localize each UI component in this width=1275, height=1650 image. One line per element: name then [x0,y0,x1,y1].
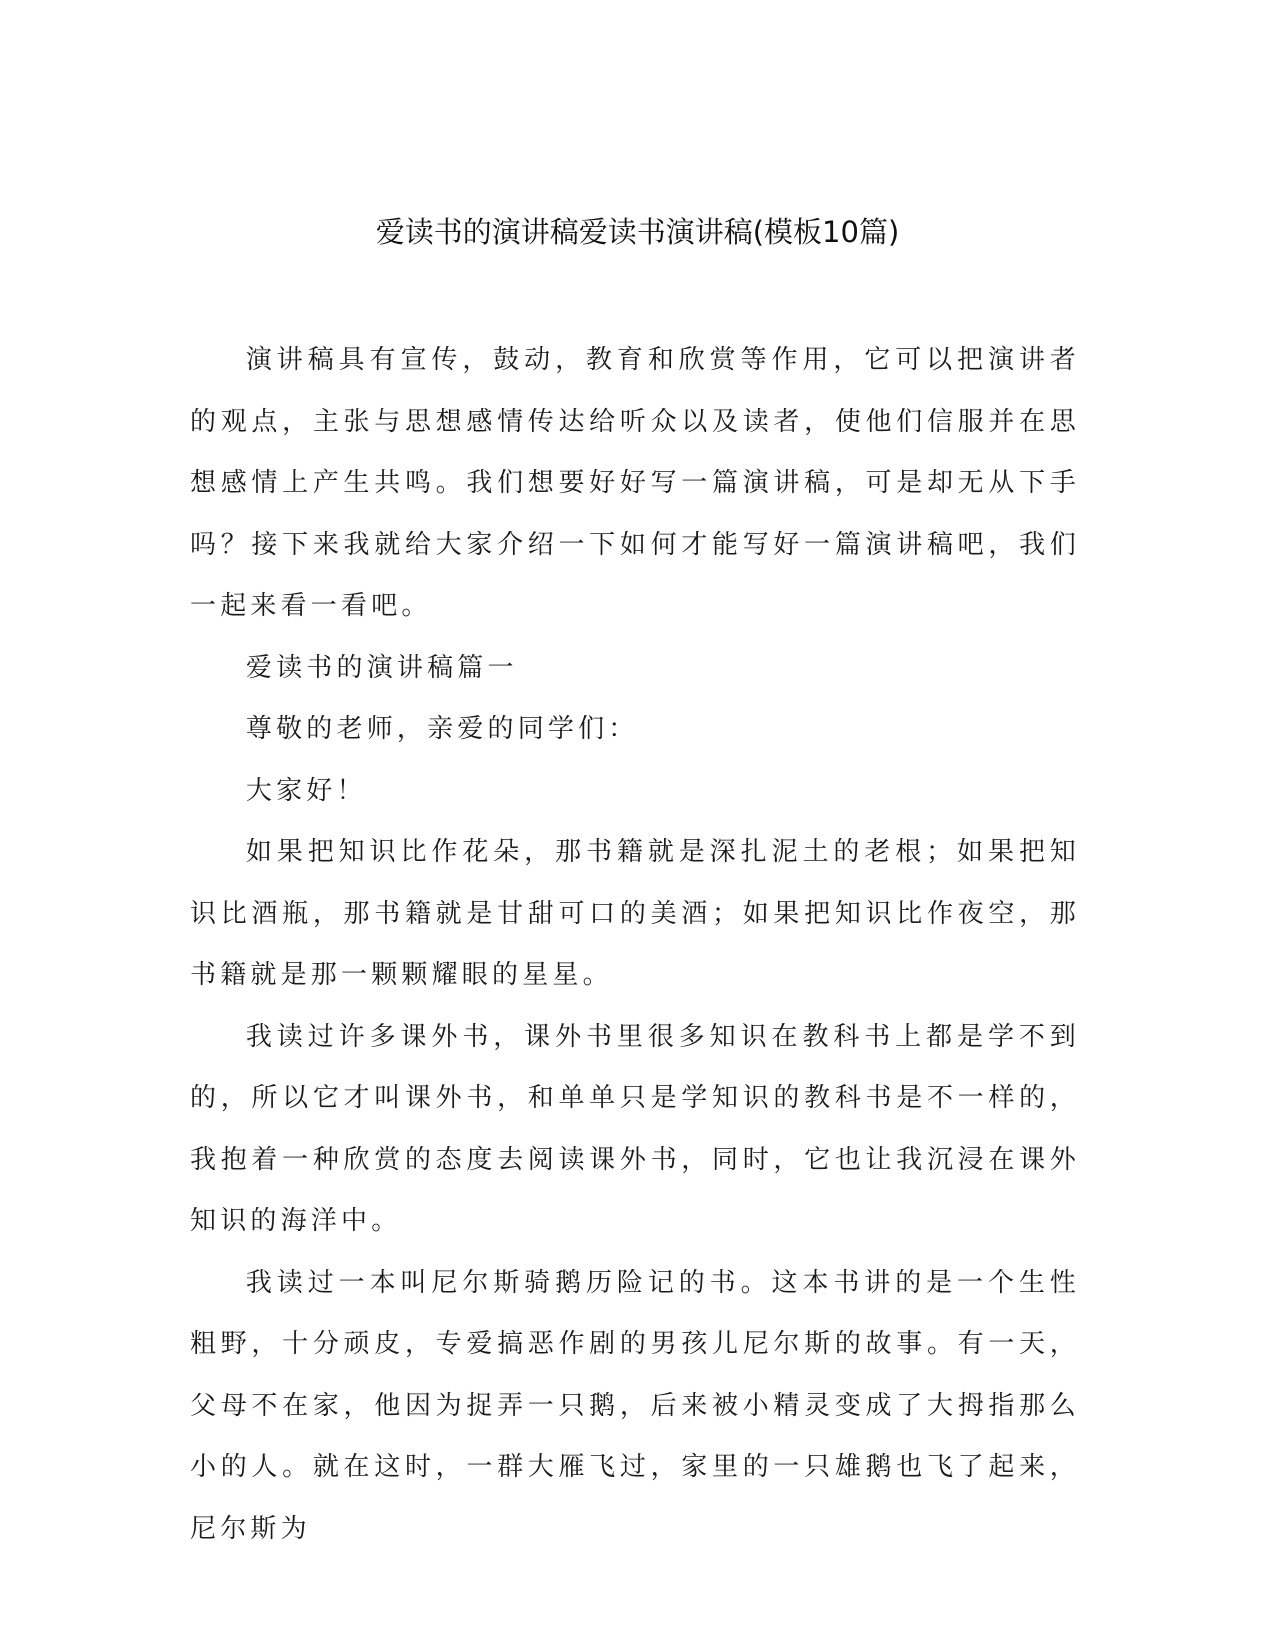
body-paragraph: 我读过许多课外书，课外书里很多知识在教科书上都是学不到的，所以它才叫课外书，和单单只是学知识的教科书是不一样的，我抱着一种欣赏的态度去阅读课外书，同时，它也让我沉浸在课外知识的海洋中。 [190,1021,1080,1236]
body-paragraph: 我读过一本叫尼尔斯骑鹅历险记的书。这本书讲的是一个生性粗野，十分顽皮，专爱搞恶作剧的男孩儿尼尔斯的故事。有一天，父母不在家，他因为捉弄一只鹅，后来被小精灵变成了大拇指那么小的人。就在这时，一群大雁飞过，家里的一只雄鹅也飞了起来，尼尔斯为 [190,1267,1080,1544]
section-heading: 爱读书的演讲稿篇一 [245,652,518,683]
greeting: 大家好！ [245,775,367,806]
intro-paragraph: 演讲稿具有宣传，鼓动，教育和欣赏等作用，它可以把演讲者的观点，主张与思想感情传达给听众以及读者，使他们信服并在思想感情上产生共鸣。我们想要好好写一篇演讲稿，可是却无从下手吗？接下来我就给大家介绍一下如何才能写好一篇演讲稿吧，我们一起来看一看吧。 [190,345,1080,621]
salutation: 尊敬的老师，亲爱的同学们： [245,714,639,744]
document-title: 爱读书的演讲稿爱读书演讲稿(模板10篇) [375,215,900,249]
body-paragraph: 如果把知识比作花朵，那书籍就是深扎泥土的老根；如果把知识比酒瓶，那书籍就是甘甜可口的美酒；如果把知识比作夜空，那书籍就是那一颗颗耀眼的星星。 [190,837,1080,990]
document-body [190,330,1080,1560]
